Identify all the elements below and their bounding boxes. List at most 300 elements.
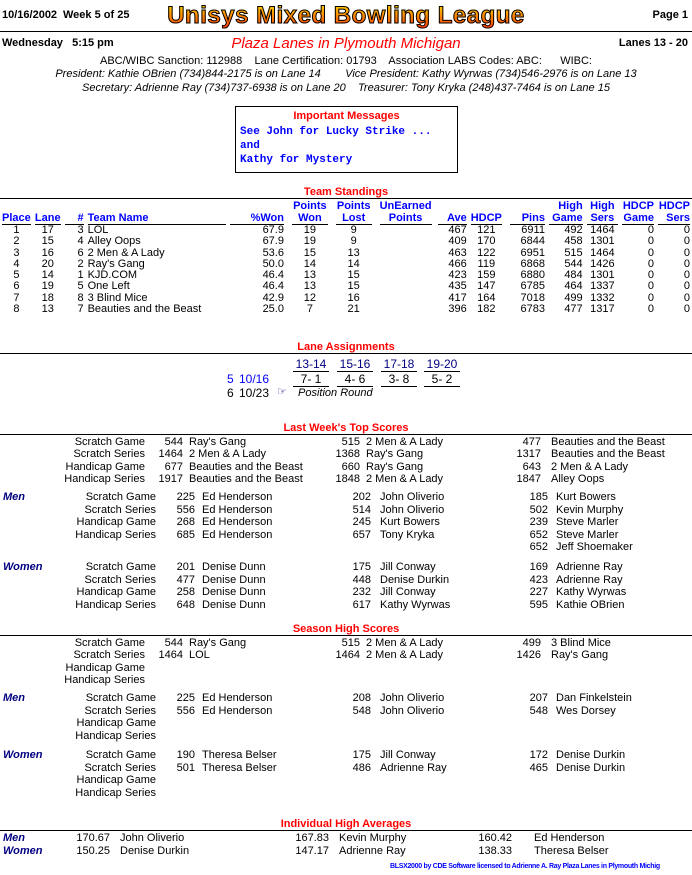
score-value: 685 xyxy=(176,528,195,541)
average-value: 160.42 xyxy=(478,832,512,844)
score-category-label: Scratch Game xyxy=(85,692,156,704)
standings-cell: 121 xyxy=(477,224,496,236)
standings-cell: 50.0 xyxy=(262,257,284,270)
score-category-label: Scratch Series xyxy=(84,761,156,774)
score-value: 239 xyxy=(529,516,548,528)
score-value: 225 xyxy=(176,491,195,503)
score-value: 499 xyxy=(522,637,541,649)
score-row xyxy=(0,692,692,705)
score-value: 232 xyxy=(352,586,371,598)
standings-cell: 5 xyxy=(77,280,84,293)
score-name: John Oliverio xyxy=(380,704,445,717)
score-value: 1464 xyxy=(158,649,183,662)
score-category-label: Handicap Series xyxy=(75,786,156,799)
lane-pair-header: 17-18 xyxy=(381,357,417,372)
score-name: Tony Kryka xyxy=(380,528,435,541)
standings-cell: 417 xyxy=(448,291,467,304)
score-category-label: Handicap Series xyxy=(75,729,156,742)
score-value: 515 xyxy=(341,436,360,448)
standings-cell: 6 xyxy=(13,280,20,293)
score-category-label: Handicap Series xyxy=(75,598,156,611)
score-name: Denise Dunn xyxy=(202,573,266,586)
standings-cell: 7 xyxy=(77,303,84,316)
standings-cell: 13 xyxy=(303,280,316,293)
score-value: 648 xyxy=(176,598,195,611)
score-row xyxy=(0,787,692,800)
standings-cell: 1 xyxy=(13,224,20,236)
score-value: 225 xyxy=(176,692,195,704)
score-name: Wes Dorsey xyxy=(556,704,616,717)
bowler-name: Ed Henderson xyxy=(534,832,605,844)
score-name: Ray's Gang xyxy=(366,448,424,461)
column-header-bottom: %Won xyxy=(230,212,284,225)
standings-cell: 18 xyxy=(41,291,54,304)
standings-cell: 0 xyxy=(647,235,654,248)
standings-cell: 7 xyxy=(13,291,20,304)
header-divider xyxy=(0,31,692,32)
score-category-label: Scratch Game xyxy=(85,491,156,503)
standings-cell: 0 xyxy=(683,303,690,316)
score-value: 514 xyxy=(352,503,371,516)
standings-cell: 2 xyxy=(13,235,20,248)
standings-column-header[interactable] xyxy=(434,200,469,225)
standings-column-header[interactable] xyxy=(286,200,330,225)
sanction-info: ABC/WIBC Sanction: 112988 Lane Certification: 01793 Association LABS Codes: ABC: WIBC: xyxy=(100,55,592,67)
score-value: 595 xyxy=(529,598,548,611)
column-header-top: Points xyxy=(293,200,327,212)
standings-cell: 182 xyxy=(477,303,496,316)
score-value: 544 xyxy=(164,637,183,649)
score-name: 2 Men & A Lady xyxy=(189,448,267,461)
score-name: Jill Conway xyxy=(380,561,436,573)
score-row xyxy=(0,436,692,448)
score-row xyxy=(0,473,692,485)
standings-cell: 13 xyxy=(41,303,54,316)
standings-cell: 46.4 xyxy=(262,269,284,282)
column-header-bottom: Sers xyxy=(658,212,690,225)
standings-column-header[interactable] xyxy=(228,200,286,225)
score-value: 477 xyxy=(176,573,195,586)
score-value: 652 xyxy=(529,541,548,553)
score-row xyxy=(0,529,692,542)
standings-cell xyxy=(374,225,434,236)
standings-cell: 16 xyxy=(347,291,360,304)
score-name: Kathie OBrien xyxy=(556,598,625,611)
bowler-name: Kevin Murphy xyxy=(339,832,407,844)
score-value: 208 xyxy=(352,692,371,704)
score-value: 1317 xyxy=(516,448,541,461)
score-name: Jill Conway xyxy=(380,586,436,598)
score-category-label: Handicap Game xyxy=(76,717,156,729)
score-name: Denise Durkin xyxy=(380,573,450,586)
standings-cell: 119 xyxy=(477,257,496,270)
score-name: Kurt Bowers xyxy=(556,491,616,503)
message-line: and xyxy=(240,140,260,152)
score-name: 3 Blind Mice xyxy=(551,637,611,649)
score-row xyxy=(0,541,692,554)
bowler-name: John Oliverio xyxy=(120,832,185,844)
standings-cell: 0 xyxy=(683,280,690,293)
score-category-label: Scratch Series xyxy=(84,503,156,516)
score-row xyxy=(0,762,692,775)
standings-cell: 67.9 xyxy=(262,235,284,248)
standings-cell: 3 xyxy=(77,224,84,236)
score-name: John Oliverio xyxy=(380,503,445,516)
score-name: Theresa Belser xyxy=(202,749,277,761)
score-name: Beauties and the Beast xyxy=(189,472,303,485)
score-name: Ed Henderson xyxy=(202,503,273,516)
score-row xyxy=(0,730,692,743)
column-header-top: HDCP xyxy=(622,200,654,212)
score-row xyxy=(0,705,692,718)
score-value: 660 xyxy=(341,460,360,473)
standings-cell xyxy=(374,270,434,281)
standings-cell: 544 xyxy=(564,257,583,270)
score-name: Denise Dunn xyxy=(202,561,266,573)
bowler-name: Theresa Belser xyxy=(534,845,609,857)
score-category-label: Scratch Game xyxy=(85,749,156,761)
men-group-label: Men xyxy=(3,832,25,844)
score-value: 448 xyxy=(352,573,371,586)
standings-cell: 12 xyxy=(303,291,316,304)
standings-cell: 484 xyxy=(564,269,583,282)
standings-column-header[interactable] xyxy=(469,200,504,225)
standings-cell: 0 xyxy=(647,291,654,304)
score-value: 175 xyxy=(352,749,371,761)
standings-column-header[interactable] xyxy=(0,200,33,225)
score-category-label: Scratch Series xyxy=(84,573,156,586)
score-value: 175 xyxy=(352,561,371,573)
score-value: 268 xyxy=(176,516,195,528)
standings-cell: 122 xyxy=(477,246,496,259)
next-week-date: 10/23 xyxy=(239,386,270,400)
standings-cell xyxy=(374,259,434,270)
message-line: See John for Lucky Strike ... xyxy=(240,126,432,138)
standings-cell: 1301 xyxy=(590,235,615,248)
score-name: Ray's Gang xyxy=(366,460,424,473)
score-name: Jeff Shoemaker xyxy=(556,541,633,553)
standings-cell: 1464 xyxy=(590,224,615,236)
score-value: 477 xyxy=(522,436,541,448)
score-name: Adrienne Ray xyxy=(380,761,447,774)
lane-pair-header: 15-16 xyxy=(337,357,373,372)
score-name: Ray's Gang xyxy=(551,649,609,662)
standings-row xyxy=(0,304,692,315)
score-name: John Oliverio xyxy=(380,692,445,704)
score-name: Alley Oops xyxy=(551,472,605,485)
standings-cell: 1332 xyxy=(590,291,615,304)
standings-cell: 17 xyxy=(41,224,54,236)
score-category-label: Scratch Game xyxy=(74,436,145,448)
score-name: Denise Dunn xyxy=(202,586,266,598)
column-header-bottom: Sers xyxy=(587,212,618,225)
column-header-bottom: Lost xyxy=(336,212,372,225)
lane-matchup: 7- 1 xyxy=(293,372,329,387)
score-name: Ed Henderson xyxy=(202,516,273,528)
average-value: 170.67 xyxy=(76,832,110,844)
score-value: 1848 xyxy=(335,472,360,485)
standings-cell: 13 xyxy=(303,269,316,282)
averages-divider xyxy=(0,830,692,831)
score-value: 185 xyxy=(529,491,548,503)
average-row xyxy=(0,845,692,858)
standings-cell: 2 xyxy=(77,257,84,270)
score-value: 643 xyxy=(522,460,541,473)
score-value: 501 xyxy=(176,761,195,774)
women-group-label: Women xyxy=(3,749,43,761)
score-value: 544 xyxy=(164,436,183,448)
standings-cell: 4 xyxy=(77,235,84,248)
score-name: Beauties and the Beast xyxy=(551,436,665,448)
score-value: 548 xyxy=(529,704,548,717)
standings-column-header[interactable] xyxy=(63,200,86,225)
standings-cell: 458 xyxy=(564,235,583,248)
next-week-number: 6 xyxy=(227,386,234,400)
average-value: 138.33 xyxy=(478,845,512,857)
standings-cell: 170 xyxy=(477,235,496,248)
average-row xyxy=(0,832,692,845)
standings-cell: 9 xyxy=(350,235,357,248)
score-row xyxy=(0,586,692,599)
score-row xyxy=(0,491,692,504)
score-name: LOL xyxy=(189,649,210,662)
standings-cell: Beauties and the Beast xyxy=(87,303,202,316)
standings-cell: 15 xyxy=(347,280,360,293)
column-header-bottom: Game xyxy=(623,212,654,224)
standings-cell: 14 xyxy=(303,257,316,270)
standings-cell: 53.6 xyxy=(262,246,284,259)
standings-column-header[interactable] xyxy=(330,200,374,225)
score-name: Beauties and the Beast xyxy=(189,460,303,473)
standings-cell: 423 xyxy=(448,269,467,282)
league-title: Unisys Mixed Bowling League xyxy=(167,2,525,29)
score-row xyxy=(0,516,692,529)
score-row xyxy=(0,637,692,649)
score-name: 2 Men & A Lady xyxy=(366,649,444,662)
score-value: 245 xyxy=(352,516,371,528)
standings-cell: 15 xyxy=(303,246,316,259)
standings-cell: Alley Oops xyxy=(87,235,141,248)
standings-column-header[interactable] xyxy=(86,200,228,225)
standings-cell: 9 xyxy=(350,224,357,236)
standings-cell: 14 xyxy=(347,257,360,270)
score-row xyxy=(0,717,692,730)
men-group-label: Men xyxy=(3,692,25,704)
standings-cell: 15 xyxy=(41,235,54,248)
standings-cell: 463 xyxy=(448,246,467,259)
current-week-date: 10/16 xyxy=(239,372,270,386)
score-name: Ed Henderson xyxy=(202,692,273,704)
average-value: 147.17 xyxy=(295,845,329,857)
column-header-top: High xyxy=(558,200,583,212)
score-category-label: Scratch Game xyxy=(74,637,145,649)
column-header-top: Points xyxy=(336,200,371,212)
week-indicator: Week 5 of 25 xyxy=(63,9,130,21)
report-date: 10/16/2002 xyxy=(2,9,58,21)
score-value: 486 xyxy=(352,761,371,774)
standings-cell: 6868 xyxy=(520,257,545,270)
score-category-label: Handicap Game xyxy=(76,586,156,598)
officers-line-1: President: Kathie OBrien (734)844-2175 is on Lane 14 Vice President: Kathy Wyrwas (734)546-2976 is on Lane 13 xyxy=(55,68,637,80)
standings-cell: 1317 xyxy=(590,303,615,316)
score-value: 169 xyxy=(529,561,548,573)
standings-cell: 0 xyxy=(683,291,690,304)
score-name: 2 Men & A Lady xyxy=(366,436,444,448)
standings-column-header[interactable] xyxy=(547,200,585,225)
standings-cell: 0 xyxy=(683,269,690,282)
score-row xyxy=(0,448,692,460)
standings-cell: 7 xyxy=(306,303,313,316)
standings-cell: 15 xyxy=(347,269,360,282)
standings-cell: 1464 xyxy=(590,246,615,259)
column-header-bottom: Team Name xyxy=(88,212,226,225)
score-name: 2 Men & A Lady xyxy=(366,472,444,485)
score-name: Ed Henderson xyxy=(202,528,273,541)
score-row xyxy=(0,574,692,587)
column-header-bottom: Place xyxy=(2,212,31,224)
score-name: Beauties and the Beast xyxy=(551,448,665,461)
score-name: Ray's Gang xyxy=(189,436,247,448)
score-name: Ed Henderson xyxy=(202,704,273,717)
score-row xyxy=(0,461,692,473)
standings-column-header[interactable] xyxy=(656,200,692,225)
average-value: 167.83 xyxy=(295,832,329,844)
score-row xyxy=(0,599,692,612)
standings-cell: 25.0 xyxy=(262,303,284,316)
standings-cell: 0 xyxy=(647,224,654,236)
standings-cell: 67.9 xyxy=(262,224,284,236)
lane-assignments-title: Lane Assignments xyxy=(297,341,395,353)
standings-column-header[interactable] xyxy=(33,200,63,225)
score-name: Kurt Bowers xyxy=(380,516,440,528)
score-value: 657 xyxy=(352,528,371,541)
standings-cell: 1 xyxy=(77,269,84,282)
standings-cell: 8 xyxy=(13,303,20,316)
pointing-hand-icon: ☞ xyxy=(277,386,287,398)
score-value: 556 xyxy=(176,503,195,516)
standings-cell: 6785 xyxy=(520,280,545,293)
standings-column-header[interactable] xyxy=(585,200,620,225)
score-name: Adrienne Ray xyxy=(556,561,623,573)
score-name: Kathy Wyrwas xyxy=(556,586,627,598)
standings-cell: 164 xyxy=(477,291,496,304)
day-time: Wednesday 5:15 pm xyxy=(2,37,114,49)
lane-pair-header: 13-14 xyxy=(293,357,329,372)
score-row xyxy=(0,749,692,762)
last-week-title: Last Week's Top Scores xyxy=(283,422,409,434)
standings-cell: KJD.COM xyxy=(87,269,138,282)
score-category-label: Handicap Series xyxy=(64,472,145,485)
standings-column-header[interactable] xyxy=(504,200,547,225)
standings-cell: 6783 xyxy=(520,303,545,316)
message-line: Kathy for Mystery xyxy=(240,154,353,166)
score-value: 548 xyxy=(352,704,371,717)
score-name: Steve Marler xyxy=(556,516,619,528)
score-value: 1426 xyxy=(516,649,541,662)
standings-cell: 435 xyxy=(448,280,467,293)
score-name: Kathy Wyrwas xyxy=(380,598,451,611)
standings-cell: 0 xyxy=(683,257,690,270)
column-header-bottom: Ave xyxy=(438,212,467,225)
lane-matchup: 4- 6 xyxy=(337,372,373,387)
score-category-label: Handicap Game xyxy=(76,774,156,786)
bowler-name: Adrienne Ray xyxy=(339,845,406,857)
score-value: 502 xyxy=(529,503,548,516)
standings-cell: 19 xyxy=(41,280,54,293)
score-value: 515 xyxy=(341,637,360,649)
lane-matchup: 3- 8 xyxy=(381,372,417,387)
current-week-number: 5 xyxy=(227,372,234,386)
score-name: 2 Men & A Lady xyxy=(551,460,629,473)
standings-cell: 2 Men & A Lady xyxy=(87,246,165,259)
standings-cell: 20 xyxy=(41,257,54,270)
position-round-note: Position Round xyxy=(298,387,373,399)
score-category-label: Handicap Game xyxy=(76,516,156,528)
standings-cell: 467 xyxy=(448,224,467,236)
score-name: Ed Henderson xyxy=(202,491,273,503)
standings-cell: 159 xyxy=(477,269,496,282)
standings-cell: 0 xyxy=(647,246,654,259)
standings-divider xyxy=(0,198,692,199)
standings-cell: 3 Blind Mice xyxy=(87,291,148,304)
standings-column-header[interactable] xyxy=(620,200,656,225)
score-category-label: Scratch Series xyxy=(73,649,145,662)
standings-cell xyxy=(374,281,434,292)
standings-cell: 6844 xyxy=(520,235,545,248)
standings-cell: 0 xyxy=(683,246,690,259)
standings-cell: 466 xyxy=(448,257,467,270)
score-name: Kevin Murphy xyxy=(556,503,624,516)
standings-cell: 6 xyxy=(77,246,84,259)
column-header-top: UnEarned xyxy=(379,200,432,212)
standings-cell xyxy=(374,236,434,247)
score-category-label: Handicap Game xyxy=(65,661,145,674)
score-name: Denise Durkin xyxy=(556,749,626,761)
standings-cell xyxy=(374,293,434,304)
score-value: 190 xyxy=(176,749,195,761)
standings-title: Team Standings xyxy=(303,186,389,198)
standings-cell: 21 xyxy=(347,303,360,316)
score-name: 2 Men & A Lady xyxy=(366,637,444,649)
average-value: 150.25 xyxy=(76,845,110,857)
score-value: 202 xyxy=(352,491,371,503)
standings-cell: 3 xyxy=(13,246,20,259)
standings-cell: 1426 xyxy=(590,257,615,270)
score-value: 1464 xyxy=(158,448,183,461)
column-header-top: HDCP xyxy=(658,200,690,212)
column-header-top: High xyxy=(590,200,615,212)
important-messages-box xyxy=(235,106,458,173)
standings-cell: 6951 xyxy=(520,246,545,259)
standings-cell: 7018 xyxy=(520,291,545,304)
standings-cell xyxy=(374,248,434,259)
standings-cell: 499 xyxy=(564,291,583,304)
score-row xyxy=(0,774,692,787)
standings-cell: 1301 xyxy=(590,269,615,282)
lane-matchup: 5- 2 xyxy=(424,372,460,387)
score-category-label: Scratch Game xyxy=(85,561,156,573)
column-header-bottom: Won xyxy=(292,212,328,225)
score-value: 227 xyxy=(529,586,548,598)
lanes-range: Lanes 13 - 20 xyxy=(618,37,688,49)
standings-cell xyxy=(374,304,434,315)
standings-column-header[interactable] xyxy=(374,200,434,225)
standings-cell: 1337 xyxy=(590,280,615,293)
standings-cell: 19 xyxy=(303,224,316,236)
standings-cell: 19 xyxy=(303,235,316,248)
standings-cell: 14 xyxy=(41,269,54,282)
standings-cell: 147 xyxy=(477,280,496,293)
